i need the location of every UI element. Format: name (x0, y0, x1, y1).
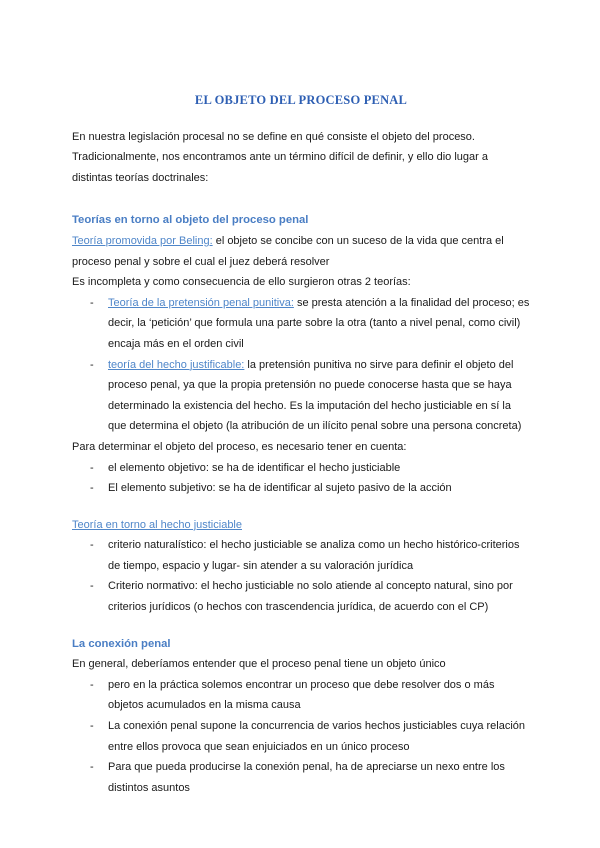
list-item: - Criterio normativo: el hecho justiciable no solo atiende al concepto natural, sino por criterios jurídicos (o hechos con trascendencia jurídica, de acuerdo con el CP) (108, 576, 530, 617)
conexion-intro: En general, deberíamos entender que el proceso penal tiene un objeto único (72, 658, 446, 671)
determine-paragraph: Para determinar el objeto del proceso, es necesario tener en cuenta: (72, 440, 407, 453)
list-item: - La conexión penal supone la concurrencia de varios hechos justiciables cuya relación entre ellos provoca que sean enjuiciados en un único proceso (108, 716, 530, 757)
beling-text: el objeto se concibe con un suceso de la vida que centra el proceso penal y sobre el cual el juez deberá resolver (72, 234, 504, 268)
list-item: - el elemento objetivo: se ha de identificar el hecho justiciable (108, 458, 530, 479)
list-item: - criterio naturalístico: el hecho justiciable se analiza como un hecho histórico-criterios de tiempo, espacio y lugar- sin atender a su valoración jurídica (108, 535, 530, 576)
beling-link[interactable]: Teoría promovida por Beling: (72, 234, 213, 247)
list-item (108, 293, 530, 355)
document-title: EL OBJETO DEL PROCESO PENAL (194, 93, 408, 107)
beling-paragraph (72, 231, 530, 272)
incomplete-paragraph: Es incompleta y como consecuencia de ello surgieron otras 2 teorías: (72, 276, 411, 289)
list-item (108, 355, 530, 437)
list-item-text: se presta atención a la finalidad del proceso; es decir, la ‘petición’ que formula una parte sobre la otra (tanto a nivel penal, como civil) encaja más en el orden civil (108, 296, 530, 350)
section-heading-conexion: La conexión penal (72, 637, 171, 650)
hecho-justiciable-heading-paragraph (72, 515, 530, 536)
list-item: - pero en la práctica solemos encontrar un proceso que debe resolver dos o más objetos acumulados en la misma causa (108, 675, 530, 716)
criteria-list (72, 535, 530, 617)
elements-list (72, 458, 530, 499)
conexion-list (72, 675, 530, 799)
intro-paragraph: En nuestra legislación procesal no se define en qué consiste el objeto del proceso. Tradicionalmente, nos encontramos ante un término difícil de definir, y ello dio lugar a distintas teorías doctrinales: (72, 130, 488, 184)
hecho-justificable-link[interactable]: teoría del hecho justificable: (108, 358, 245, 371)
theories-list (72, 293, 530, 437)
pretension-link[interactable]: Teoría de la pretensión penal punitiva: (108, 296, 294, 309)
list-item-text: la pretensión punitiva no sirve para definir el objeto del proceso penal, ya que la propia pretensión no puede conocerse hasta que se haya determinado la existencia del hecho. Es la imputación del hecho justiciable en sí la que determina el objeto (la atribución de un ilícito penal sobre una persona concreta) (108, 358, 522, 433)
list-item: - El elemento subjetivo: se ha de identificar al sujeto pasivo de la acción (108, 478, 530, 499)
section-heading-hecho-justiciable[interactable]: Teoría en torno al hecho justiciable (72, 518, 242, 531)
list-item: - Para que pueda producirse la conexión penal, ha de apreciarse un nexo entre los distintos asuntos (108, 757, 530, 798)
section-heading-theories: Teorías en torno al objeto del proceso penal (72, 214, 309, 227)
